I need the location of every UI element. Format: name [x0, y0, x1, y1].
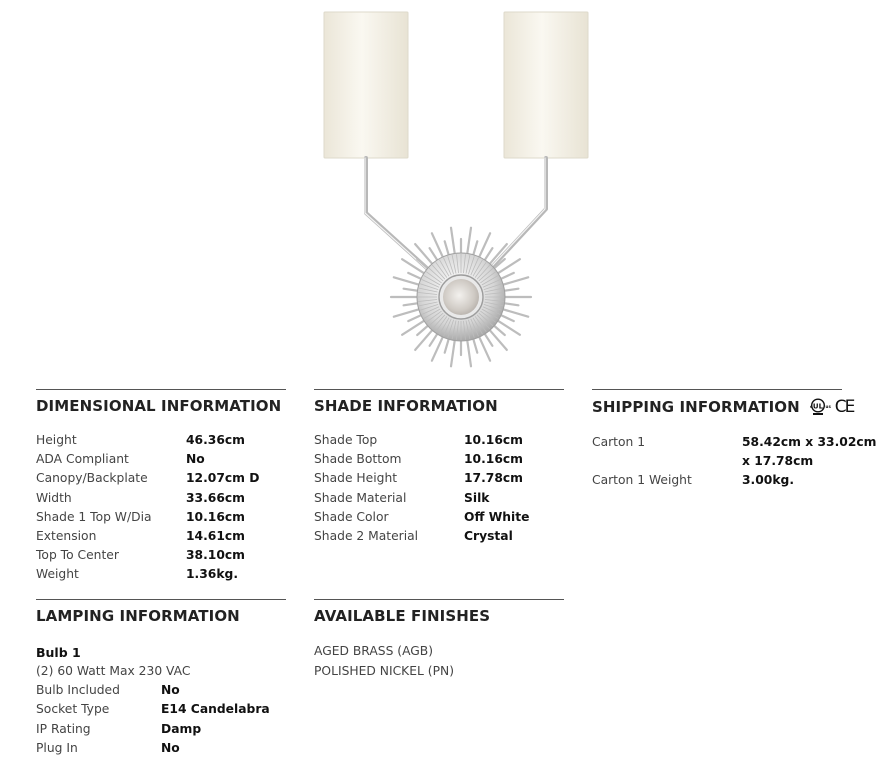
section-title: SHIPPING INFORMATION: [592, 398, 800, 416]
spec-row: [592, 433, 877, 452]
spec-row: [36, 469, 286, 488]
spec-value: 33.66cm: [186, 490, 245, 505]
spec-value: 10.16cm: [186, 509, 245, 524]
spec-list: [36, 681, 286, 758]
section-title: DIMENSIONAL INFORMATION: [36, 397, 282, 415]
dimensional-information-section: [36, 389, 286, 585]
ul-listed-icon: [808, 398, 832, 416]
spec-label: Carton 1 Weight: [592, 473, 692, 488]
spec-row: [314, 431, 564, 450]
available-finishes-section: [314, 599, 564, 681]
section-title-row: [592, 397, 854, 417]
shade-information-section: [314, 389, 564, 546]
spec-value: Silk: [464, 490, 490, 505]
crystal-center: [443, 279, 479, 315]
section-divider: [592, 389, 842, 390]
spec-value: 3.00kg.: [742, 473, 794, 488]
spec-row: [592, 452, 842, 471]
spec-value: 46.36cm: [186, 433, 245, 447]
spec-label: Extension: [36, 528, 97, 543]
spec-label: Shade Bottom: [314, 452, 402, 467]
bulb-description: (2) 60 Watt Max 230 VAC: [36, 664, 191, 678]
spec-label: Shade Material: [314, 490, 407, 505]
spec-row: [36, 489, 286, 508]
finish-item: POLISHED NICKEL (PN): [314, 664, 454, 678]
spec-value: 12.07cm D: [186, 471, 260, 486]
spec-row: [36, 450, 286, 469]
spec-label: Carton 1: [592, 435, 646, 449]
product-image: [300, 0, 600, 375]
section-divider: [314, 389, 564, 390]
spec-label: IP Rating: [36, 721, 91, 736]
spec-value: No: [161, 740, 180, 755]
spec-value: x 17.78cm: [742, 454, 814, 469]
section-divider: [314, 599, 564, 600]
shipping-information-section: [592, 389, 877, 491]
spec-row: [36, 720, 286, 739]
spec-label: Width: [36, 490, 72, 505]
spec-label: Socket Type: [36, 702, 110, 717]
spec-label: Canopy/Backplate: [36, 471, 148, 486]
spec-label: Weight: [36, 567, 79, 582]
ce-mark-icon: CE: [834, 397, 854, 417]
spec-value: Damp: [161, 721, 202, 736]
section-divider: [36, 599, 286, 600]
spec-label: Top To Center: [36, 548, 119, 563]
spec-row: [592, 471, 842, 490]
bulb-title: Bulb 1: [36, 645, 81, 660]
section-title: SHADE INFORMATION: [314, 397, 498, 415]
spec-value: No: [186, 452, 205, 467]
finish-item: AGED BRASS (AGB): [314, 644, 434, 658]
spec-label: Bulb Included: [36, 683, 120, 698]
spec-label: ADA Compliant: [36, 452, 129, 467]
spec-value: E14 Candelabra: [161, 702, 270, 717]
spec-value: 14.61cm: [186, 528, 245, 543]
spec-row: [36, 565, 286, 584]
spec-row: [36, 700, 286, 719]
spec-row: [36, 508, 286, 527]
certification-marks: [808, 397, 854, 417]
section-title: AVAILABLE FINISHES: [314, 607, 491, 625]
spec-row: [36, 527, 286, 546]
finish-list: [314, 641, 564, 681]
spec-label: Plug In: [36, 740, 78, 755]
spec-value: No: [161, 683, 180, 698]
svg-text:us: us: [825, 404, 831, 409]
spec-value: 10.16cm: [464, 452, 523, 467]
spec-label: Shade Height: [314, 471, 398, 486]
spec-label: Shade Top: [314, 433, 378, 447]
spec-row: [36, 681, 286, 700]
spec-value: 58.42cm x 33.02cm: [742, 435, 877, 449]
svg-text:UL: UL: [812, 402, 823, 411]
svg-text:c: c: [809, 404, 813, 409]
spec-row: [314, 469, 564, 488]
spec-row: [36, 546, 286, 565]
right-shade: [504, 12, 588, 158]
spec-row: [314, 508, 564, 527]
spec-value: 38.10cm: [186, 548, 245, 563]
spec-value: 10.16cm: [464, 433, 523, 447]
spec-row: [36, 739, 286, 758]
spec-list: [314, 431, 564, 546]
spec-row: [36, 431, 286, 450]
spec-label: Shade 1 Top W/Dia: [36, 509, 152, 524]
spec-label: Height: [36, 433, 77, 447]
spec-value: Crystal: [464, 528, 513, 543]
spec-list: [592, 433, 877, 491]
lamping-information-section: [36, 599, 286, 758]
spec-label: Shade Color: [314, 509, 389, 524]
section-divider: [36, 389, 286, 390]
spec-row: [314, 527, 564, 546]
spec-row: [314, 450, 564, 469]
section-title: LAMPING INFORMATION: [36, 607, 240, 625]
spec-value: 17.78cm: [464, 471, 523, 486]
spec-value: Off White: [464, 509, 530, 524]
spec-label: Shade 2 Material: [314, 528, 419, 543]
left-shade: [324, 12, 408, 158]
spec-list: [36, 431, 286, 585]
spec-row: [314, 489, 564, 508]
spec-value: 1.36kg.: [186, 567, 238, 582]
